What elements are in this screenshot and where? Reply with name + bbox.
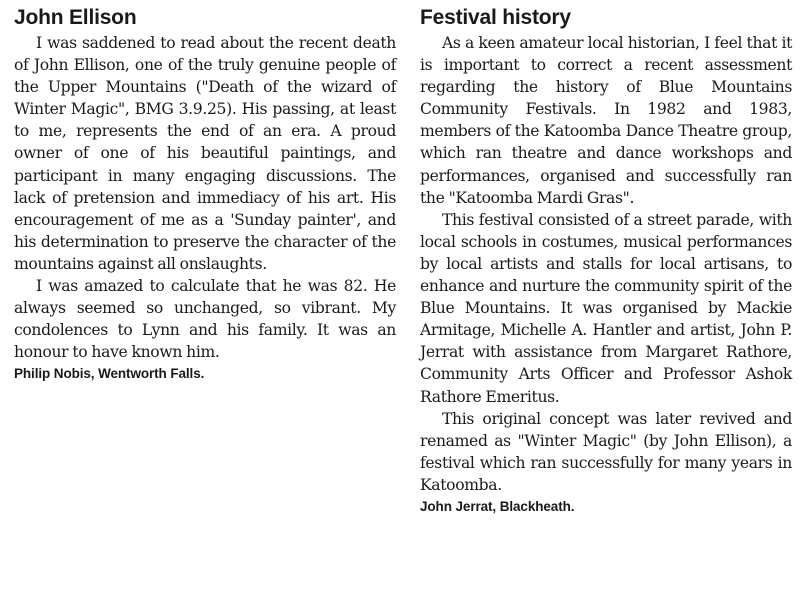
letter-headline: Festival history	[420, 6, 571, 29]
letter-festival-history	[420, 4, 792, 517]
letter-paragraph: I was amazed to calculate that he was 82. He always seemed so unchanged, so vibrant. My condolences to Lynn and his family. It was an honour to have known him.	[14, 277, 396, 362]
letter-signature: John Jerrat, Blackheath.	[420, 498, 575, 514]
letter-paragraph: I was saddened to read about the recent death of John Ellison, one of the truly genuine people of the Upper Mountains ("Death of the wizard of Winter Magic", BMG 3.9.25). His passing, at least to me, represents the end of an era. A proud owner of one of his beautiful paintings, and participant in many engaging discussions. The lack of pretension and immediacy of his art. His encouragement of me as a 'Sunday painter', and his determination to preserve the character of the mountains against all onslaughts.	[14, 34, 396, 273]
letter-paragraph: This festival consisted of a street parade, with local schools in costumes, musical performances by local artists and stalls for local artisans, to enhance and nurture the community spirit of the Blue Mountains. It was organised by Mackie Armitage, Michelle A. Hantler and artist, John P. Jerrat with assistance from Margaret Rathore, Community Arts Officer and Professor Ashok Rathore Emeritus.	[420, 210, 792, 406]
letter-john-ellison	[14, 4, 396, 384]
letter-signature: Philip Nobis, Wentworth Falls.	[14, 366, 205, 382]
letter-headline: John Ellison	[14, 6, 137, 29]
letter-paragraph: This original concept was later revived and renamed as "Winter Magic" (by John Ellison), a festival which ran successfully for many years in Katoomba.	[420, 409, 792, 494]
letter-paragraph: As a keen amateur local historian, I feel that it is important to correct a recent assessment regarding the history of Blue Mountains Community Festivals. In 1982 and 1983, members of the Katoomba Dance Theatre group, which ran theatre and dance workshops and performances, organised and successfully ran the "Katoomba Mardi Gras".	[420, 34, 792, 207]
